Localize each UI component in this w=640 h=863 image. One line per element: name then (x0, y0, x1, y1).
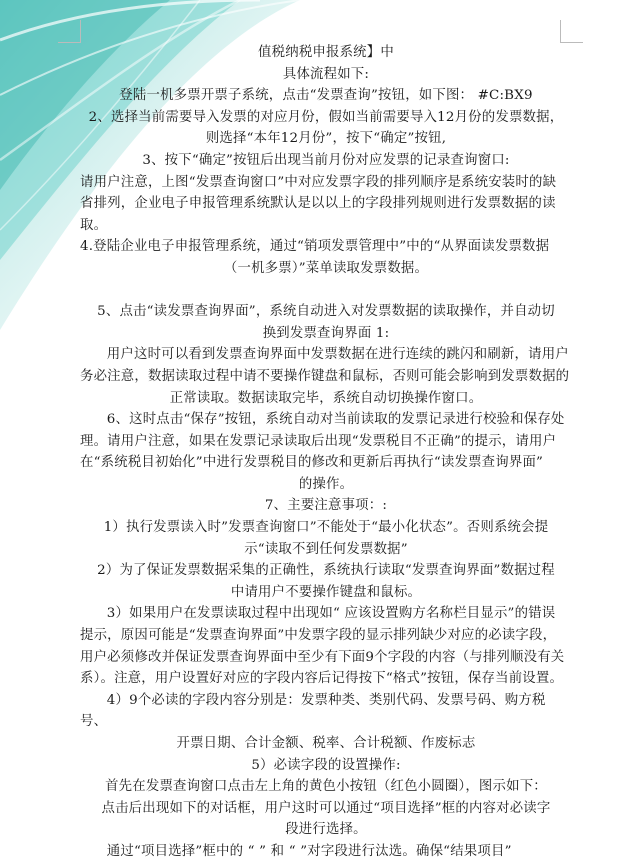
text-line: 正常读取。数据读取完毕，系统自动切换操作窗口。 (169, 390, 483, 406)
text-line: 5、点击“读发票查询界面”，系统自动进入对发票数据的读取操作，并自动切 (97, 304, 555, 320)
text-line: 2、选择当前需要导入发票的对应月份，假如当前需要导入12月份的发票数据， (88, 109, 564, 125)
text-line: 段进行选择。 (285, 822, 367, 838)
text-line: 务必注意，数据读取过程中请不要操作键盘和鼠标，否则可能会影响到发票数据的 (80, 368, 570, 384)
crop-mark-top-right (560, 20, 583, 43)
text-line: 3、按下“确定”按钮后出现当前月份对应发票的记录查询窗口: (142, 152, 510, 168)
text-line: 则选择“本年12月份”，按下“确定”按钮, (205, 131, 447, 147)
text-line: 4.登陆企业电子申报管理系统，通过“销项发票管理中”中的“从界面读发票数据 (80, 239, 550, 255)
text-line: 3）如果用户在发票读取过程中出现如“ 应该设置购方名称栏目显示”的错误 (106, 606, 556, 622)
text-line: 首先在发票查询窗口点击左上角的黄色小按钮（红色小圆圈），图示如下： (105, 779, 547, 795)
text-line: 的操作。 (298, 476, 354, 492)
text-line: 提示，原因可能是“发票查询界面”中发票字段的显示排列缺少对应的必读字段， (80, 628, 557, 644)
text-line: （一机多票）”菜单读取发票数据。 (223, 260, 429, 276)
text-line: 值税纳税申报系统】中 (258, 45, 394, 60)
text-line: 6、这时点击“保存”按钮，系统自动对当前读取的发票记录进行校验和保存处 (106, 412, 565, 428)
document-body (80, 42, 572, 863)
text-line: 用户这时可以看到发票查询界面中发票数据在进行连续的跳闪和刷新，请用户 (106, 347, 569, 363)
text-line: 用户必须修改并保证发票查询界面中至少有下面9个字段的内容（与排列顺没有关 (80, 649, 565, 665)
text-line: 理。请用户注意，如果在发票记录读取后出现“发票税目不正确”的提示，请用户 (80, 433, 557, 449)
text-line: 通过“项目选择”框中的 “ ” 和 “ ”对字段进行汰选。确保“结果项目” (106, 843, 512, 859)
text-line: 具体流程如下: (282, 66, 370, 82)
text-line: 5）必读字段的设置操作: (251, 757, 401, 773)
text-line: 省排列，企业电子申报管理系统默认是以以上的字段排列规则进行发票数据的读取。 (80, 196, 556, 233)
text-line (80, 280, 572, 302)
text-line: 开票日期、合计金额、税率、合计税额、作废标志 (176, 736, 476, 751)
text-line: 中请用户不要操作键盘和鼠标。 (230, 584, 422, 600)
text-line: 在“系统税目初始化”中进行发票税目的修改和更新后再执行“读发票查询界面” (80, 455, 544, 471)
text-line: 换到发票查询界面 1: (262, 325, 390, 341)
crop-mark-top-left (58, 20, 81, 43)
text-line: 1）执行发票读入时”发票查询窗口”不能处于“最小化状态”。否则系统会提 (103, 520, 549, 536)
text-line: 7、主要注意事项：: (264, 498, 388, 514)
text-line: 请用户注意，上图“发票查询窗口”中对应发票字段的排列顺序是系统安装时的缺 (80, 174, 557, 190)
text-line: 4）9个必读的字段内容分别是：发票种类、类别代码、发票号码、购方税号、 (80, 692, 546, 730)
text-line: 系）。注意，用户设置好对应的字段内容后记得按下“格式”按钮，保存当前设置。 (80, 671, 564, 687)
text-line: 点击后出现如下的对话框，用户这时可以通过“项目选择”框的内容对必读字 (101, 800, 551, 816)
text-line: 2）为了保证发票数据采集的正确性，系统执行读取“发票查询界面”数据过程 (97, 563, 555, 579)
text-line: 登陆一机多票开票子系统，点击“发票查询”按钮，如下图： #C:BX9 (119, 88, 533, 104)
text-line: 示“读取不到任何发票数据” (244, 541, 408, 557)
